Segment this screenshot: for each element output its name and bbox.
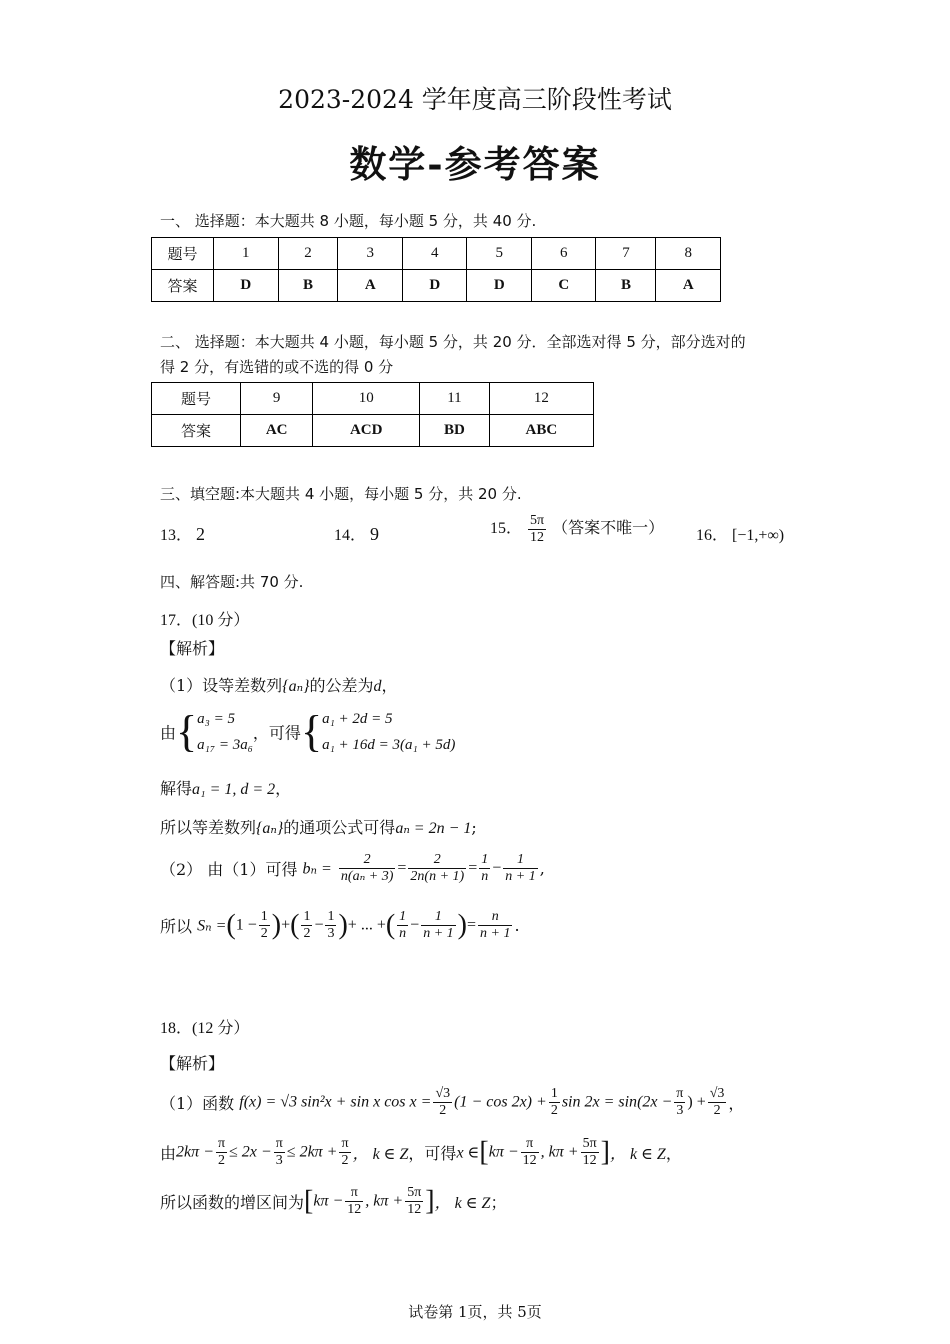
q18-l2-kede: ，可得: [408, 1144, 457, 1163]
row-label-number: 题号: [152, 238, 214, 270]
table-row: [152, 415, 594, 447]
q18-l2-ia: kπ −: [488, 1143, 519, 1161]
q17-p1-tail: 的公差为: [309, 676, 374, 695]
q17-sum-end: .: [514, 916, 520, 935]
numerator: π: [521, 1136, 539, 1153]
q17-p2-end: ,: [539, 859, 545, 878]
denominator: n: [481, 869, 489, 884]
q17-p2-bn: bₙ =: [302, 860, 332, 878]
plus-sign: +: [281, 916, 291, 934]
answer-15: [490, 513, 664, 546]
q15-numerator: 5π: [530, 513, 545, 528]
equals-sign: =: [397, 859, 407, 877]
q17-solve-expr: a₁ = 1, d = 2: [192, 781, 276, 798]
numerator: 5π: [582, 1136, 597, 1151]
numerator: π: [676, 1086, 684, 1101]
denominator: 2: [713, 1103, 721, 1118]
question-number: 7: [596, 238, 656, 270]
numerator: 1: [421, 909, 455, 926]
section2-heading-line1: 二、 选择题：本大题共 4 小题，每小题 5 分，共 20 分．全部选对得 5 分，部分选对的: [160, 333, 746, 351]
answer-cell: ACD: [313, 415, 420, 447]
fraction: [274, 1136, 285, 1169]
minus-sign: −: [410, 916, 420, 934]
fraction: [408, 852, 466, 885]
paren: (: [226, 909, 236, 941]
q15-number: 15．: [490, 520, 523, 538]
fraction: [433, 1086, 452, 1119]
answer-14: [334, 522, 379, 545]
q18-p1-prefix: （1）函数: [160, 1094, 235, 1113]
q18-interval-line: [160, 1185, 506, 1218]
q17-general-mid: 的通项公式可得: [283, 818, 396, 837]
q17-sum-line: [160, 909, 520, 942]
answer-cell: D: [467, 270, 532, 302]
q17-sum-one: 1 −: [235, 916, 257, 934]
section1-answer-table: [151, 237, 721, 302]
q18-l2-b: ≤ 2x −: [229, 1143, 272, 1161]
answer-cell: BD: [420, 415, 490, 447]
numerator: 2: [408, 852, 466, 869]
answer-cell: A: [656, 270, 721, 302]
q17-p1-seq: {aₙ}: [282, 678, 310, 695]
fraction: [421, 909, 455, 942]
fraction: [325, 909, 336, 942]
question-number: 10: [313, 383, 420, 415]
q15-note: （答案不唯一）: [552, 520, 665, 538]
q18-l2-ib: , kπ +: [540, 1143, 579, 1161]
table-row: [152, 238, 721, 270]
fraction: [259, 909, 270, 942]
q18-l3-end: ；: [490, 1193, 507, 1212]
denominator: 12: [407, 1202, 422, 1217]
q17-sys2-a: a₁ + 2d = 5: [322, 711, 393, 727]
q18-l3-k: ， k ∈ Z: [434, 1195, 491, 1212]
q17-general-end: ;: [471, 818, 477, 837]
doc-title: 数学-参考答案: [349, 142, 601, 186]
q17-sum-sn: Sₙ =: [197, 917, 227, 935]
numerator: √3: [709, 1086, 725, 1101]
fraction: [339, 852, 395, 885]
question-number: 2: [278, 238, 338, 270]
paren: ): [457, 909, 467, 941]
fraction: [216, 1136, 227, 1169]
q18-inequality-line: [160, 1136, 682, 1169]
denominator: 12: [347, 1202, 362, 1217]
q17-sum-dots: + ... +: [347, 916, 386, 934]
q18-l3-prefix: 所以函数的增区间为: [160, 1193, 305, 1212]
q17-sum-prefix: 所以: [160, 917, 193, 936]
section2-answer-table: [151, 382, 594, 447]
fraction: [339, 1136, 350, 1169]
denominator: n: [399, 926, 407, 941]
fraction: [345, 1185, 363, 1218]
q17-general-line: [160, 815, 477, 838]
fraction: [549, 1086, 560, 1119]
denominator: 2n(n + 1): [410, 869, 465, 884]
denominator: n(aₙ + 3): [340, 869, 394, 884]
q17-p1-end: ，: [381, 676, 398, 695]
answer-16: [696, 522, 784, 545]
fraction: [581, 1136, 599, 1169]
fraction: [397, 909, 408, 942]
denominator: 12: [582, 1153, 597, 1168]
row-label-answer: 答案: [152, 270, 214, 302]
q18-p1-fx: f(x) = √3 sin²x + sin x cos x =: [239, 1093, 432, 1111]
q17-solve-prefix: 解得: [160, 779, 193, 798]
answer-cell: AC: [241, 415, 313, 447]
numerator: π: [341, 1136, 349, 1151]
section3-heading: 三、填空题:本大题共 4 小题，每小题 5 分，共 20 分.: [160, 485, 522, 503]
q17-p1-line: [160, 673, 398, 696]
question-number: 3: [338, 238, 403, 270]
q18-p1-line: [160, 1086, 744, 1119]
q17-kede: ，可得: [252, 723, 301, 743]
q17-you: 由: [160, 723, 177, 743]
q18-l3-ib: , kπ +: [365, 1192, 404, 1210]
fraction: [503, 852, 537, 885]
question-number: 5: [467, 238, 532, 270]
q17-general-prefix: 所以等差数列: [160, 818, 257, 837]
q17-sys1-a: a₃ = 5: [197, 711, 235, 727]
section4-heading: 四、解答题:共 70 分.: [160, 573, 304, 591]
question-number: 1: [214, 238, 279, 270]
q16-answer: [−1,+∞): [732, 527, 785, 544]
q15-fraction: [528, 513, 546, 546]
answer-cell: B: [278, 270, 338, 302]
q18-p1-paren-close: ) +: [687, 1093, 706, 1111]
denominator: 2: [341, 1153, 349, 1168]
answer-cell: A: [338, 270, 403, 302]
q17-solve-end: ，: [275, 779, 292, 798]
section2-heading-line2: 得 2 分，有选错的或不选的得 0 分: [160, 358, 394, 376]
numerator: 1: [327, 909, 335, 924]
q17-title: 17．(10 分）: [160, 612, 250, 629]
denominator: 3: [327, 926, 335, 941]
q18-l2-a: 2kπ −: [176, 1143, 214, 1161]
question-number: 4: [402, 238, 467, 270]
denominator: n + 1: [505, 869, 536, 884]
table-row: [152, 383, 594, 415]
question-number: 12: [489, 383, 593, 415]
q18-l2-k: ， k ∈ Z: [352, 1146, 409, 1163]
q18-l2-x: x ∈: [456, 1144, 480, 1162]
q17-sys1-b: a₁₇ = 3a₆: [197, 737, 253, 753]
bracket: [: [304, 1185, 314, 1217]
q17-analysis-label: 【解析】: [160, 639, 225, 658]
q17-system-line: [160, 706, 455, 758]
q17-solve-line: [160, 776, 291, 799]
numerator: 1: [550, 1086, 558, 1101]
numerator: 5π: [407, 1185, 422, 1200]
fraction: [479, 852, 490, 885]
numerator: n: [478, 909, 512, 926]
numerator: 1: [399, 909, 407, 924]
q17-system1: [197, 706, 253, 758]
row-label-answer: 答案: [152, 415, 241, 447]
numerator: 1: [303, 909, 311, 924]
q17-p1-d: d: [373, 678, 382, 695]
question-number: 6: [531, 238, 596, 270]
equals-sign: =: [468, 859, 478, 877]
left-brace: {: [176, 707, 198, 756]
denominator: 3: [676, 1103, 684, 1118]
left-brace: {: [300, 707, 323, 756]
q18-l3-ia: kπ −: [313, 1192, 344, 1210]
q15-denominator: 12: [530, 530, 545, 545]
q18-l2-you: 由: [160, 1144, 177, 1163]
section1-heading: 一、 选择题：本大题共 8 小题，每小题 5 分，共 40 分.: [160, 212, 537, 230]
bracket: [: [479, 1136, 489, 1168]
q18-l2-end: ，: [665, 1144, 682, 1163]
fraction: [708, 1086, 727, 1119]
question-number: 9: [241, 383, 313, 415]
paren: ): [271, 909, 282, 941]
paren: (: [385, 909, 396, 941]
fraction: [521, 1136, 539, 1169]
q13-answer: 2: [196, 524, 206, 544]
fraction: [405, 1185, 423, 1218]
exam-title: 2023-2024 学年度高三阶段性考试: [278, 85, 672, 114]
denominator: 2: [260, 926, 268, 941]
minus-sign: −: [492, 859, 502, 877]
fraction: [674, 1086, 685, 1119]
q17-system2: [322, 706, 455, 758]
numerator: √3: [435, 1086, 451, 1101]
bracket: ]: [425, 1185, 435, 1217]
denominator: n + 1: [423, 926, 454, 941]
q18-analysis-label: 【解析】: [160, 1054, 225, 1073]
q17-general-expr: aₙ = 2n − 1: [395, 820, 472, 837]
paren: (: [290, 909, 300, 941]
denominator: 3: [275, 1153, 283, 1168]
q14-number: 14．: [334, 527, 367, 544]
q14-answer: 9: [370, 524, 380, 544]
numerator: π: [217, 1136, 226, 1151]
denominator: 2: [550, 1103, 558, 1118]
row-label-number: 题号: [152, 383, 241, 415]
q18-p1-mid1: (1 − cos 2x) +: [454, 1093, 547, 1111]
denominator: 2: [439, 1103, 447, 1118]
numerator: 1: [503, 852, 537, 869]
question-number: 8: [656, 238, 721, 270]
q18-l2-c: ≤ 2kπ +: [286, 1143, 338, 1161]
numerator: 1: [481, 852, 489, 867]
q18-title: 18．(12 分）: [160, 1020, 250, 1037]
fraction: [301, 909, 312, 942]
question-number: 11: [420, 383, 490, 415]
answer-cell: ABC: [489, 415, 593, 447]
answer-cell: D: [402, 270, 467, 302]
paren: ): [338, 909, 348, 941]
numerator: 2: [339, 852, 395, 869]
answer-cell: D: [214, 270, 279, 302]
q17-general-seq: {aₙ}: [256, 820, 284, 837]
q17-p2-prefix: （2） 由（1）可得: [160, 860, 298, 879]
equals-sign: =: [466, 916, 477, 934]
q13-number: 13．: [160, 527, 193, 544]
fraction: [478, 909, 512, 942]
denominator: n + 1: [480, 926, 511, 941]
q18-p1-paren-open: (2x −: [637, 1093, 673, 1111]
q16-number: 16．: [696, 527, 729, 544]
q17-sys2-b: a₁ + 16d = 3(a₁ + 5d): [322, 737, 456, 753]
denominator: 12: [522, 1153, 537, 1168]
q18-p1-end: ，: [728, 1094, 745, 1113]
denominator: 2: [217, 1153, 225, 1168]
bracket: ]: [600, 1136, 610, 1168]
answer-13: [160, 522, 205, 545]
table-row: [152, 270, 721, 302]
q18-l2-k2: ， k ∈ Z: [609, 1146, 666, 1163]
numerator: π: [345, 1185, 363, 1202]
minus-sign: −: [314, 916, 324, 934]
answer-cell: C: [531, 270, 596, 302]
numerator: π: [275, 1136, 283, 1151]
q17-p1-intro: （1）设等差数列: [160, 676, 283, 695]
q17-p2-line: [160, 852, 545, 885]
denominator: 2: [303, 926, 311, 941]
answer-cell: B: [596, 270, 656, 302]
q18-p1-mid2: sin 2x = sin: [561, 1093, 638, 1111]
page-footer: 试卷第 1页，共 5页: [408, 1303, 542, 1321]
numerator: 1: [260, 909, 268, 924]
